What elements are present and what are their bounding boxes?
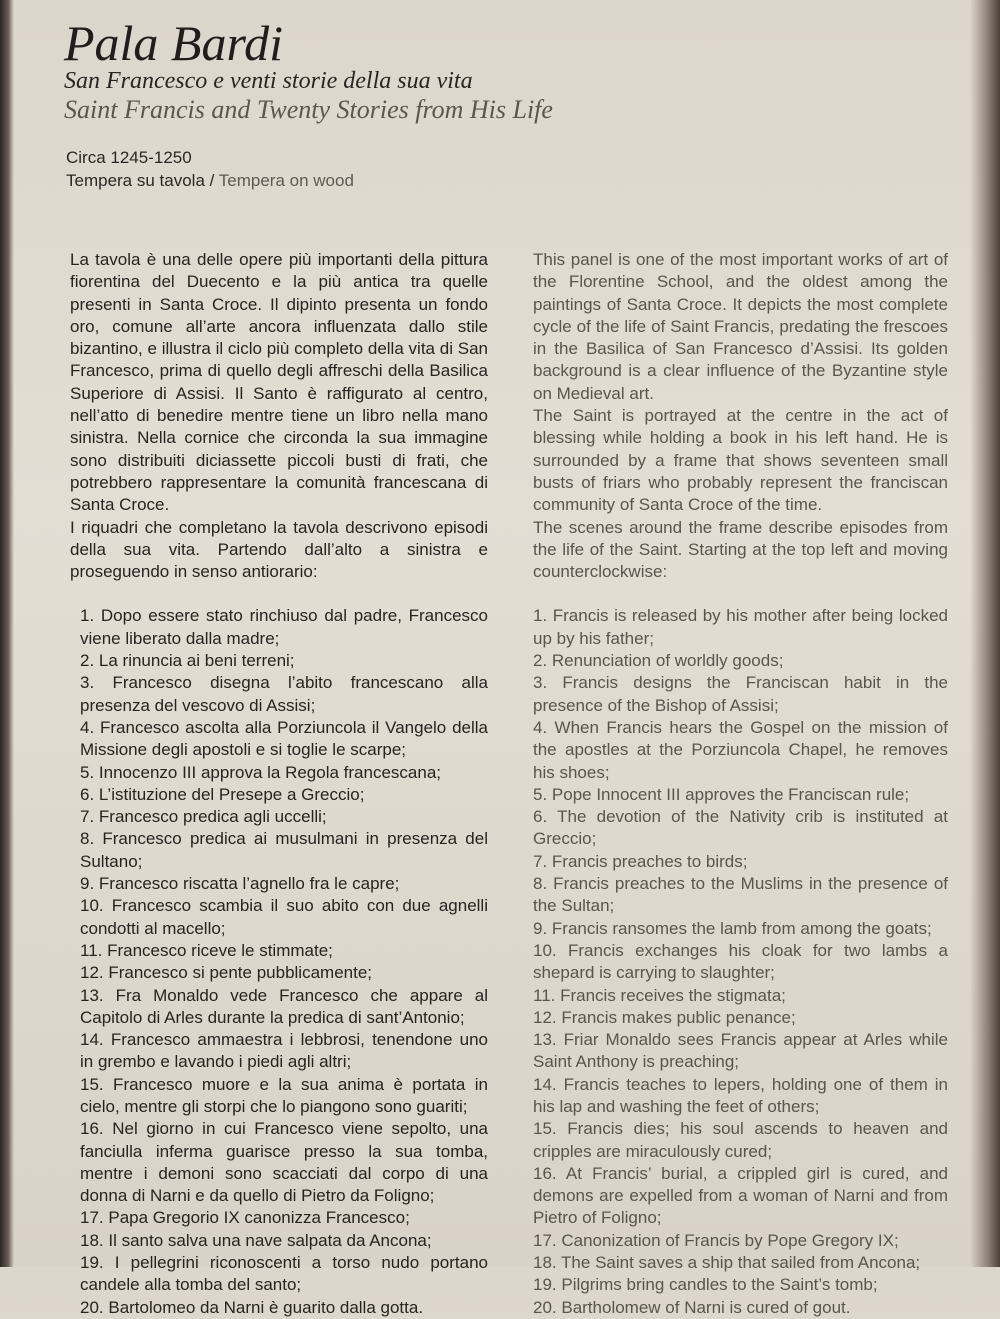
italian-intro: La tavola è una delle opere più importanti della pittura fiorentina del Duecento e la più antica tra quelle presenti in Santa Croce. Il dipinto presenta un fondo oro, comune all’arte ancora influenzata dallo stile bizantino, e illustra il ciclo più completo della vita di San Francesco, prima di quello degli affreschi della Basilica Superiore di Assisi. Il Santo è raffigurato al centro, nell’atto di benedire mentre tiene un libro nella mano sinistra. Nella cornice che circonda la sua immagine sono distribuiti diciassette piccoli busti di frati, che potrebbero rappresentare la comunità francescana di Santa Croce. [70, 250, 488, 515]
list-item: 4. Francesco ascolta alla Porziuncola il Vangelo della Missione degli apostoli e si toglie le scarpe; [80, 717, 488, 760]
subtitle-italian: San Francesco e venti storie della sua vita [64, 68, 473, 94]
list-item: 10. Francis exchanges his cloak for two lambs a shepard is carrying to slaughter; [533, 940, 948, 983]
list-item: 18. Il santo salva una nave salpata da Ancona; [80, 1230, 432, 1250]
english-story-list [533, 605, 948, 1319]
list-item: 17. Papa Gregorio IX canonizza Francesco; [80, 1208, 410, 1228]
list-item: 3. Francesco disegna l’abito francescano alla presenza del vescovo di Assisi; [80, 673, 488, 715]
list-item: 15. Francesco muore e la sua anima è portata in cielo, mentre gli storpi che lo piangono sono guariti; [80, 1074, 488, 1116]
list-item: 14. Francesco ammaestra i lebbrosi, tenendone uno in grembo e lavando i piedi agli altri; [80, 1030, 488, 1072]
list-item: 1. Dopo essere stato rinchiuso dal padre, Francesco viene liberato dalla madre; [80, 606, 488, 648]
subtitle-english: Saint Francis and Twenty Stories from His Life [64, 95, 553, 124]
list-item: 5. Innocenzo III approva la Regola francescana; [80, 762, 442, 782]
list-item: 19. I pellegrini riconoscenti a torso nudo portano candele alla tomba del santo; [80, 1253, 488, 1295]
artwork-date: Circa 1245-1250 [66, 148, 192, 167]
list-item: 14. Francis teaches to lepers, holding one of them in his lap and washing the feet of others; [533, 1074, 948, 1116]
list-item: 9. Francesco riscatta l’agnello fra le capre; [80, 874, 400, 894]
list-item: 20. Bartolomeo da Narni è guarito dalla gotta. [80, 1297, 424, 1317]
list-item: 17. Canonization of Francis by Pope Gregory IX; [533, 1230, 899, 1250]
list-item: 5. Pope Innocent III approves the Franciscan rule; [533, 784, 910, 804]
list-item: 16. At Francis’ burial, a crippled girl is cured, and demons are expelled from a woman of Narni and from Pietro of Foligno; [533, 1163, 948, 1228]
list-item: 19. Pilgrims bring candles to the Saint’s tomb; [533, 1275, 878, 1295]
panel-left-edge [0, 0, 14, 1267]
list-item: 12. Francesco si pente pubblicamente; [80, 963, 373, 983]
artwork-medium [66, 169, 354, 192]
italian-intro-2: I riquadri che completano la tavola descrivono episodi della sua vita. Partendo dall’alto a sinistra e proseguendo in senso antiorario: [70, 517, 488, 582]
artwork-meta [66, 146, 354, 192]
list-item: 13. Friar Monaldo sees Francis appear at Arles while Saint Anthony is preaching; [533, 1030, 948, 1072]
list-item: 10. Francesco scambia il suo abito con due agnelli condotti al macello; [80, 896, 488, 938]
english-column [533, 249, 948, 1319]
list-item: 7. Francesco predica agli uccelli; [80, 807, 327, 827]
list-item: 18. The Saint saves a ship that sailed from Ancona; [533, 1253, 921, 1273]
list-item: 4. When Francis hears the Gospel on the mission of the apostles at the Porziuncola Chapel, he removes his shoes; [533, 717, 948, 782]
list-item: 11. Francesco riceve le stimmate; [80, 940, 333, 960]
panel-right-edge [970, 0, 1000, 1267]
list-item: 13. Fra Monaldo vede Francesco che appare al Capitolo di Arles durante la predica di sant’Antonio; [80, 985, 488, 1027]
list-item: 3. Francis designs the Franciscan habit in the presence of the Bishop of Assisi; [533, 673, 948, 715]
list-item: 6. The devotion of the Nativity crib is instituted at Greccio; [533, 807, 948, 849]
italian-column [70, 249, 488, 1319]
list-item: 20. Bartholomew of Narni is cured of gout. [533, 1297, 851, 1317]
medium-separator: / [204, 171, 219, 190]
page-title: Pala Bardi [64, 15, 283, 71]
english-intro-2: The Saint is portrayed at the centre in the act of blessing while holding a book in his left hand. He is surrounded by a frame that shows seventeen small busts of friars who probably represent the franciscan community of Santa Croce of the time. [533, 406, 948, 515]
english-intro-3: The scenes around the frame describe episodes from the life of the Saint. Starting at the top left and moving counterclockwise: [533, 517, 948, 582]
italian-story-list [70, 605, 488, 1319]
medium-italian: Tempera su tavola [66, 171, 205, 190]
list-item: 15. Francis dies; his soul ascends to heaven and cripples are miraculously cured; [533, 1119, 948, 1161]
list-item: 9. Francis ransomes the lamb from among the goats; [533, 918, 932, 938]
list-item: 2. Renunciation of worldly goods; [533, 651, 784, 671]
list-item: 7. Francis preaches to birds; [533, 851, 748, 871]
medium-english: Tempera on wood [218, 171, 354, 190]
list-item: 2. La rinuncia ai beni terreni; [80, 651, 295, 671]
list-item: 8. Francesco predica ai musulmani in presenza del Sultano; [80, 829, 488, 871]
list-item: 1. Francis is released by his mother after being locked up by his father; [533, 606, 948, 648]
list-item: 6. L’istituzione del Presepe a Greccio; [80, 784, 365, 804]
list-item: 8. Francis preaches to the Muslims in the presence of the Sultan; [533, 874, 948, 916]
list-item: 11. Francis receives the stigmata; [533, 985, 786, 1005]
list-item: 12. Francis makes public penance; [533, 1007, 796, 1027]
list-item: 16. Nel giorno in cui Francesco viene sepolto, una fanciulla inferma guarisce presso la sua tomba, mentre i demoni sono scacciati dal corpo di una donna di Narni e da quello di Pietro da Foligno; [80, 1119, 488, 1206]
english-intro: This panel is one of the most important works of art of the Florentine School, and the oldest among the paintings of Santa Croce. It depicts the most complete cycle of the life of Saint Francis, predating the frescoes in the Basilica of San Francesco d’Assisi. Its golden background is a clear influence of the Byzantine style on Medieval art. [533, 250, 948, 403]
